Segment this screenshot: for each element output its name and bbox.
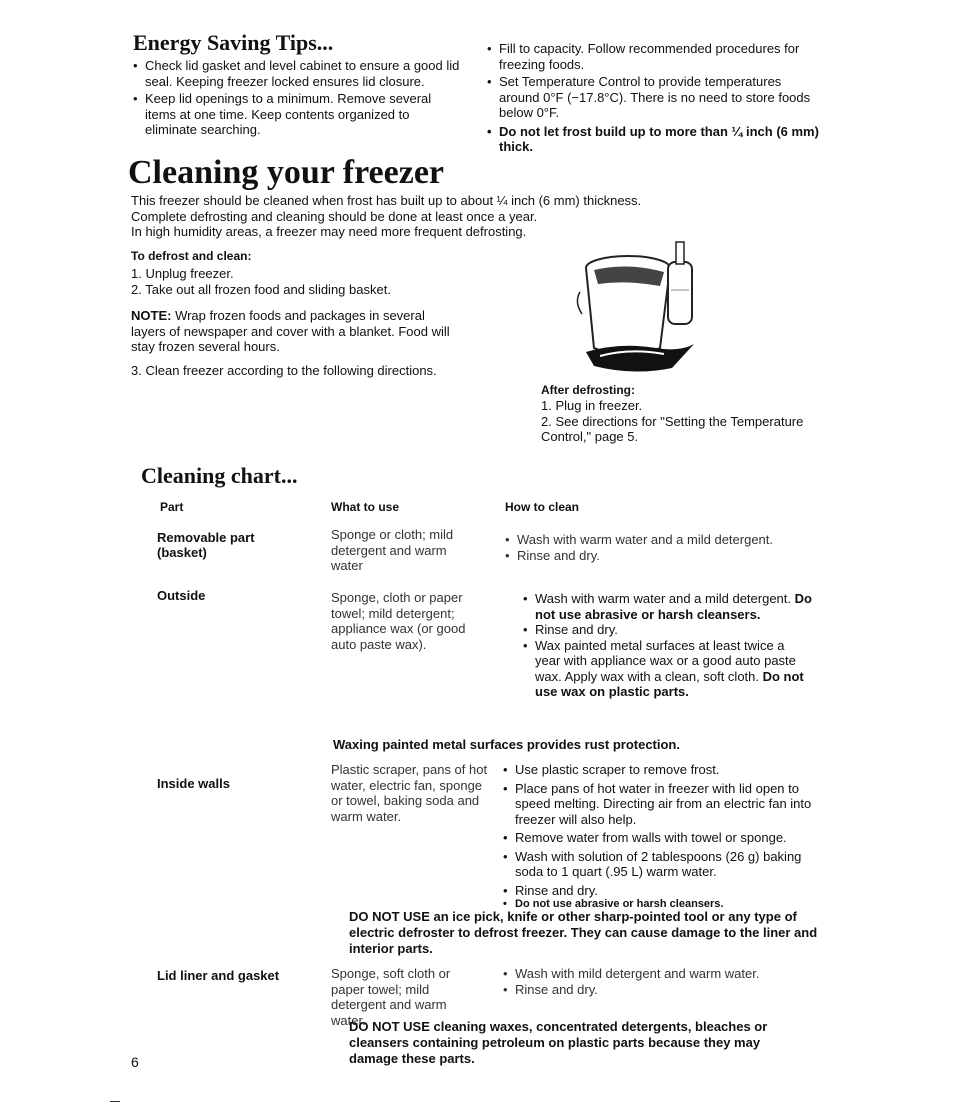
- how-lid-liner: [503, 966, 823, 997]
- what-lid-liner: Sponge, soft cloth or paper towel; mild detergent and warm water.: [331, 966, 451, 1028]
- warning-sharp-tools: DO NOT USE an ice pick, knife or other sharp-pointed tool or any type of electric defroster to defrost freezer. They can cause damage to the liner and interior parts.: [349, 909, 818, 956]
- part-inside-walls: Inside walls: [157, 776, 230, 791]
- how-item: • Place pans of hot water in freezer with lid open to speed melting. Directing air from an electric fan into freezer will also help.: [503, 781, 833, 828]
- defrost-illustration-icon: [560, 230, 710, 380]
- how-text-bold: Do not use wax on plastic parts.: [535, 668, 804, 699]
- intro-line: This freezer should be cleaned when frost has built up to about ¼ inch (6 mm) thickness.: [131, 193, 642, 208]
- tip-item: • Keep lid openings to a minimum. Remove several items at one time. Keep contents organized to eliminate searching.: [133, 91, 460, 138]
- footer-mark: [110, 1101, 120, 1102]
- after-steps: [541, 398, 831, 445]
- waxing-note: Waxing painted metal surfaces provides rust protection.: [333, 737, 680, 752]
- what-outside: Sponge, cloth or paper towel; mild detergent; appliance wax (or good auto paste wax).: [331, 590, 466, 652]
- how-text: Wash with warm water and a mild detergent.: [535, 591, 795, 606]
- tips-left-list: [133, 58, 460, 138]
- note-text: [131, 308, 461, 355]
- after-step: 2. See directions for "Setting the Temperature Control," page 5.: [541, 413, 804, 444]
- intro-line: In high humidity areas, a freezer may need more frequent defrosting.: [131, 224, 527, 239]
- part-basket: Removable part (basket): [157, 530, 255, 560]
- defrost-step: 1. Unplug freezer.: [131, 266, 234, 281]
- how-outside: [523, 591, 813, 700]
- col-header-how: How to clean: [505, 500, 580, 514]
- how-item: • Rinse and dry.: [505, 548, 825, 564]
- how-item: • Rinse and dry.: [503, 982, 823, 998]
- how-item: • Remove water from walls with towel or sponge.: [503, 830, 833, 846]
- chart-heading: Cleaning chart...: [141, 463, 298, 488]
- tip-item-bold: • Do not let frost build up to more than ¼ inch (6 mm) thick.: [487, 124, 819, 155]
- how-item: • Wash with mild detergent and warm water.: [503, 966, 823, 982]
- what-inside-walls: Plastic scraper, pans of hot water, electric fan, sponge or towel, baking soda and warm water.: [331, 762, 488, 824]
- how-item: [523, 591, 813, 622]
- note-body: Wrap frozen foods and packages in several layers of newspaper and cover with a blanket. Food will stay frozen several hours.: [131, 308, 450, 354]
- after-heading: After defrosting:: [541, 383, 635, 397]
- how-item: • Rinse and dry.: [523, 622, 813, 638]
- tip-item: • Check lid gasket and level cabinet to ensure a good lid seal. Keeping freezer locked ensures lid closure.: [133, 58, 460, 89]
- page-number: 6: [131, 1054, 139, 1070]
- defrost-steps: [131, 266, 461, 297]
- section-title: Cleaning your freezer: [128, 154, 444, 191]
- intro-line: Complete defrosting and cleaning should be done at least once a year.: [131, 208, 538, 224]
- how-item: • Rinse and dry.: [503, 883, 833, 899]
- step-3: 3. Clean freezer according to the following directions.: [131, 363, 437, 378]
- what-basket: Sponge or cloth; mild detergent and warm water: [331, 527, 454, 573]
- part-outside: Outside: [157, 588, 206, 603]
- note-label: NOTE:: [131, 308, 172, 323]
- part-lid-liner: Lid liner and gasket: [157, 968, 280, 983]
- how-item: • Wash with warm water and a mild detergent.: [505, 532, 825, 548]
- how-text: Wax painted metal surfaces at least twice a year with appliance wax or a good auto paste wax. Apply wax with a clean, soft cloth.: [535, 637, 796, 684]
- tips-right-list: [487, 41, 819, 155]
- defrost-step: 2. Take out all frozen food and sliding basket.: [131, 281, 391, 297]
- how-item: [523, 638, 813, 700]
- how-item: • Use plastic scraper to remove frost.: [503, 762, 833, 778]
- how-basket: [505, 532, 825, 563]
- how-inside-walls: [503, 762, 833, 911]
- after-step: 1. Plug in freezer.: [541, 398, 643, 413]
- col-header-what: What to use: [331, 500, 399, 514]
- tip-item: • Fill to capacity. Follow recommended procedures for freezing foods.: [487, 41, 819, 72]
- how-item: • Wash with solution of 2 tablespoons (26 g) baking soda to 1 quart (.95 L) warm water.: [503, 849, 833, 880]
- how-text-bold: Do not use abrasive or harsh cleansers.: [535, 591, 812, 622]
- how-item-bold: • Do not use abrasive or harsh cleansers.: [503, 898, 833, 911]
- tip-item: • Set Temperature Control to provide temperatures around 0°F (−17.8°C). There is no need to store foods below 0°F.: [487, 74, 819, 121]
- tips-heading: Energy Saving Tips...: [133, 30, 334, 55]
- col-header-part: Part: [160, 500, 184, 514]
- warning-plastic-parts: DO NOT USE cleaning waxes, concentrated detergents, bleaches or cleansers containing petroleum on plastic parts because they may damage these parts.: [349, 1019, 768, 1066]
- defrost-heading: To defrost and clean:: [131, 249, 252, 263]
